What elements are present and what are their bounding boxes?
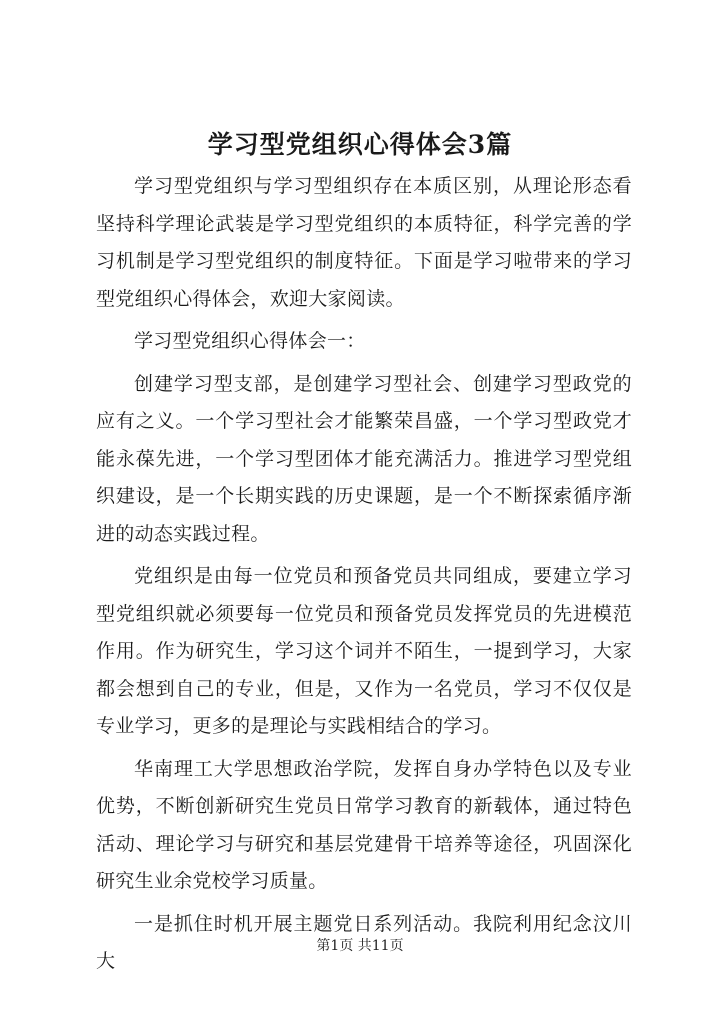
document-body: [96, 168, 632, 986]
paragraph: 党组织是由每一位党员和预备党员共同组成，要建立学习型党组织就必须要每一位党员和预备党员发挥党员的先进模范作用。作为研究生，学习这个词并不陌生，一提到学习，大家都会想到自己的专业，但是，又作为一名党员，学习不仅仅是专业学习，更多的是理论与实践相结合的学习。: [96, 565, 632, 737]
page-number-footer: 第1页 共11页: [316, 938, 404, 954]
paragraph-intro: 学习型党组织与学习型组织存在本质区别，从理论形态看坚持科学理论武装是学习型党组织的本质特征，科学完善的学习机制是学习型党组织的制度特征。下面是学习啦带来的学习型党组织心得体会，欢迎大家阅读。: [96, 175, 632, 310]
paragraph: 一是抓住时机开展主题党日系列活动。我院利用纪念汶川大: [96, 912, 632, 972]
section-heading: 学习型党组织心得体会一：: [134, 330, 366, 352]
paragraph: 创建学习型支部，是创建学习型社会、创建学习型政党的应有之义。一个学习型社会才能繁荣昌盛，一个学习型政党才能永葆先进，一个学习型团体才能充满活力。推进学习型党组织建设，是一个长期实践的历史课题，是一个不断探索循序渐进的动态实践过程。: [96, 372, 632, 545]
document-title: 学习型党组织心得体会3篇: [207, 130, 513, 159]
paragraph: 华南理工大学思想政治学院，发挥自身办学特色以及专业优势，不断创新研究生党员日常学习教育的新载体，通过特色活动、理论学习与研究和基层党建骨干培养等途径，巩固深化研究生业余党校学习质量。: [96, 757, 632, 892]
